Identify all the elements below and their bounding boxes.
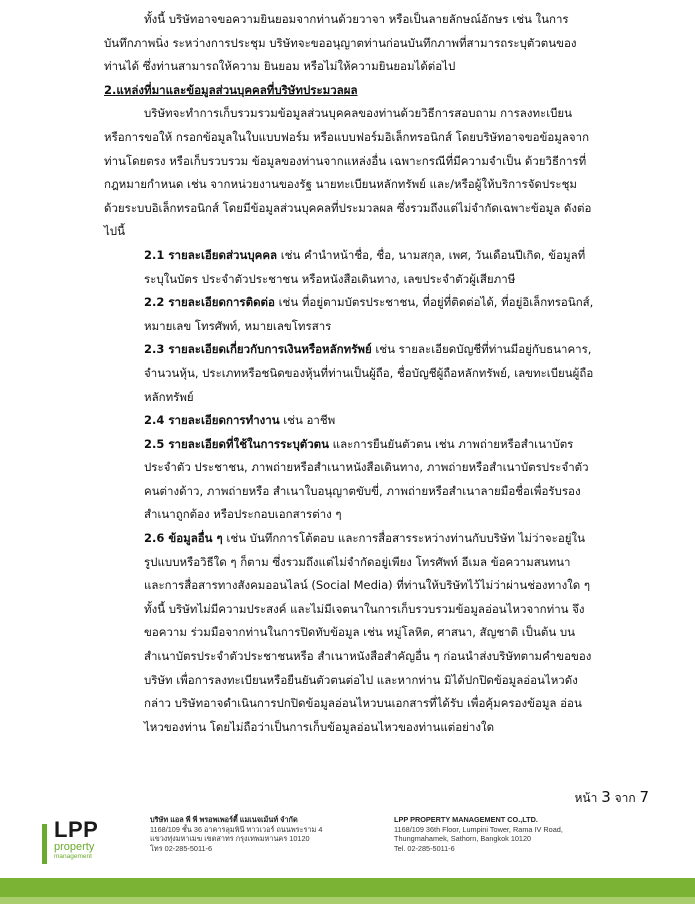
item-title: 2.4 รายละเอียดการทำงาน [144,413,280,428]
logo-sub-text: property [54,841,95,853]
item-title: 2.6 ข้อมูลอื่น ๆ [144,531,223,546]
item-title: 2.1 รายละเอียดส่วนบุคคล [144,247,278,262]
thai-address-block [150,815,365,853]
footer-light-stripe [0,897,695,904]
address-line: Thungmahamek, Sathorn, Bangkok 10120 [394,834,532,844]
address-line: 1168/109 ชั้น 36 อาคารลุมพินี ทาวเวอร์ ถนนพระราม 4 [150,824,323,834]
list-item [104,433,594,527]
section-heading: 2.แหล่งที่มาและข้อมูลส่วนบุคคลที่บริษัทประมวลผล [104,82,358,97]
item-text: เช่น คำนำหน้าชื่อ, ชื่อ, นามสกุล, เพศ, วันเดือนปีเกิด, ข้อมูลที่ระบุในบัตร ประจำตัวประชาชน หรือหนังสือเดินทาง, เลขประจำตัวผู้เสียภาษี [144,247,586,286]
item-text: และการยืนยันตัวตน เช่น ภาพถ่ายหรือสำเนาบัตรประจำตัว ประชาชน, ภาพถ่ายหรือสำเนาหนังสือเดินทาง, ภาพถ่ายหรือสำเนาบัตรประจำตัวคนต่างด้าว, ภาพถ่ายหรือ สำเนาใบอนุญาตขับขี่, ภาพถ่ายหรือสำเนาลายมือชื่อเพื่อรับรองสำเนาถูกต้อง หรือประกอบเอกสารต่าง ๆ [144,436,589,522]
section-paragraph: บริษัทจะทำการเก็บรวมรวมข้อมูลส่วนบุคคลของท่านด้วยวิธีการสอบถาม การลงทะเบียน หรือการขอให้ กรอกข้อมูลในใบแบบฟอร์ม หรือแบบฟอร์มอิเล็กทรอนิกส์ โดยบริษัทอาจขอข้อมูลจากท่านโดยตรง หรือเก็บรวบรวม ข้อมูลของท่านจากแหล่งอื่น เฉพาะกรณีที่มีความจำเป็น ด้วยวิธีการที่กฎหมายกำหนด เช่น จากหน่วยงานของรัฐ นายทะเบียนหลักทรัพย์ และ/หรือผู้ให้บริการจัดประชุมด้วยระบบอิเล็กทรอนิกส์ โดยมีข้อมูลส่วนบุคคลที่ประมวลผล ซึ่งรวมถึงแต่ไม่จำกัดเฉพาะข้อมูล ดังต่อไปนี้ [104,106,592,239]
list-item [104,244,594,291]
logo-accent-bar [42,824,47,864]
list-item [104,527,594,598]
list-item [104,291,594,338]
item-text: เช่น อาชีพ [279,413,336,428]
page-total: 7 [639,788,649,806]
item-text: เช่น ที่อยู่ตามบัตรประชาชน, ที่อยู่ที่ติดต่อได้, ที่อยู่อิเล็กทรอนิกส์, หมายเลข โทรศัพท์, หมายเลขโทรสาร [144,295,594,333]
item-title: 2.5 รายละเอียดที่ใช้ในการระบุตัวตน [144,436,329,451]
english-address-block [394,815,634,853]
item-title: 2.2 รายละเอียดการติดต่อ [144,295,275,310]
company-name-english: LPP PROPERTY MANAGEMENT CO.,LTD. [394,815,538,824]
document-body [104,8,594,739]
closing-paragraph: ทั้งนี้ บริษัทไม่มีความประสงค์ และไม่มีเจตนาในการเก็บรวบรวมข้อมูลอ่อนไหวจากท่าน จึงขอความ ร่วมมือจากท่านในการปิดทับข้อมูล เช่น หมู่โลหิต, ศาสนา, สัญชาติ เป็นต้น บนสำเนาบัตรประจำตัวประชาชนหรือ สำเนาหนังสือสำคัญอื่น ๆ ก่อนนำส่งบริษัทตามคำขอของบริษัท เพื่อการลงทะเบียนหรือยืนยันตัวตนต่อไป และหากท่าน มิได้ปกปิดข้อมูลอ่อนไหวดังกล่าว บริษัทอาจดำเนินการปกปิดข้อมูลอ่อนไหวบนเอกสารที่ได้รับ เพื่อคุ้มครองข้อมูล อ่อนไหวของท่าน โดยไม่ถือว่าเป็นการเก็บข้อมูลอ่อนไหวของท่านแต่อย่างใด [144,601,592,734]
page-of-label: จาก [614,791,636,805]
page-footer [0,815,695,909]
page-number [575,788,649,808]
phone-line: Tel. 02-285-5011-6 [394,843,455,853]
address-line: 1168/109 36th Floor, Lumpini Tower, Rama IV Road, [394,824,563,834]
item-title: 2.3 รายละเอียดเกี่ยวกับการเงินหรือหลักทรัพย์ [144,342,372,357]
item-text: เช่น รายละเอียดบัญชีที่ท่านมีอยู่กับธนาคาร, จำนวนหุ้น, ประเภทหรือชนิดของหุ้นที่ท่านเป็นผู้ถือ, ชื่อบัญชีผู้ถือหลักทรัพย์, เลขทะเบียนผู้ถือหลักทรัพย์ [144,342,594,404]
footer-green-band [0,878,695,904]
company-name-thai: บริษัท แอล พี พี พรอพเพอร์ตี้ แมเนจเม้นท์ จำกัด [150,815,298,824]
intro-paragraph: ทั้งนี้ บริษัทอาจขอความยินยอมจากท่านด้วยวาจา หรือเป็นลายลักษณ์อักษร เช่น ในการบันทึกภาพนิ่ง ระหว่างการประชุม บริษัทจะขออนุญาตท่านก่อนบันทึกภาพที่สามารถระบุตัวตนของท่านได้ ซึ่งท่านสามารถให้ความ ยินยอม หรือไม่ให้ความยินยอมได้ต่อไป [104,12,577,74]
logo-tag-text: management [54,853,92,860]
phone-line: โทร 02-285-5011-6 [150,843,213,853]
list-item [104,338,594,409]
item-text: เช่น บันทึกการโต้ตอบ และการสื่อสารระหว่างท่านกับบริษัท ไม่ว่าจะอยู่ในรูปแบบหรือวิธีใด ๆ ก็ตาม ซึ่งรวมถึงแต่ไม่จำกัดอยู่เพียง โทรศัพท์ อีเมล ข้อความสนทนา และการสื่อสารทางสังคมออนไลน์ (Social Media) ที่ท่านให้บริษัทไว้ไม่ว่าผ่านช่องทางใด ๆ [144,531,591,593]
address-line: แขวงทุ่งมหาเมฆ เขตสาทร กรุงเทพมหานคร 10120 [150,834,310,844]
page-current: 3 [601,788,611,806]
logo-main-text: LPP [54,817,99,842]
list-item [104,409,594,433]
company-logo [42,817,122,867]
page-label: หน้า [574,791,598,805]
